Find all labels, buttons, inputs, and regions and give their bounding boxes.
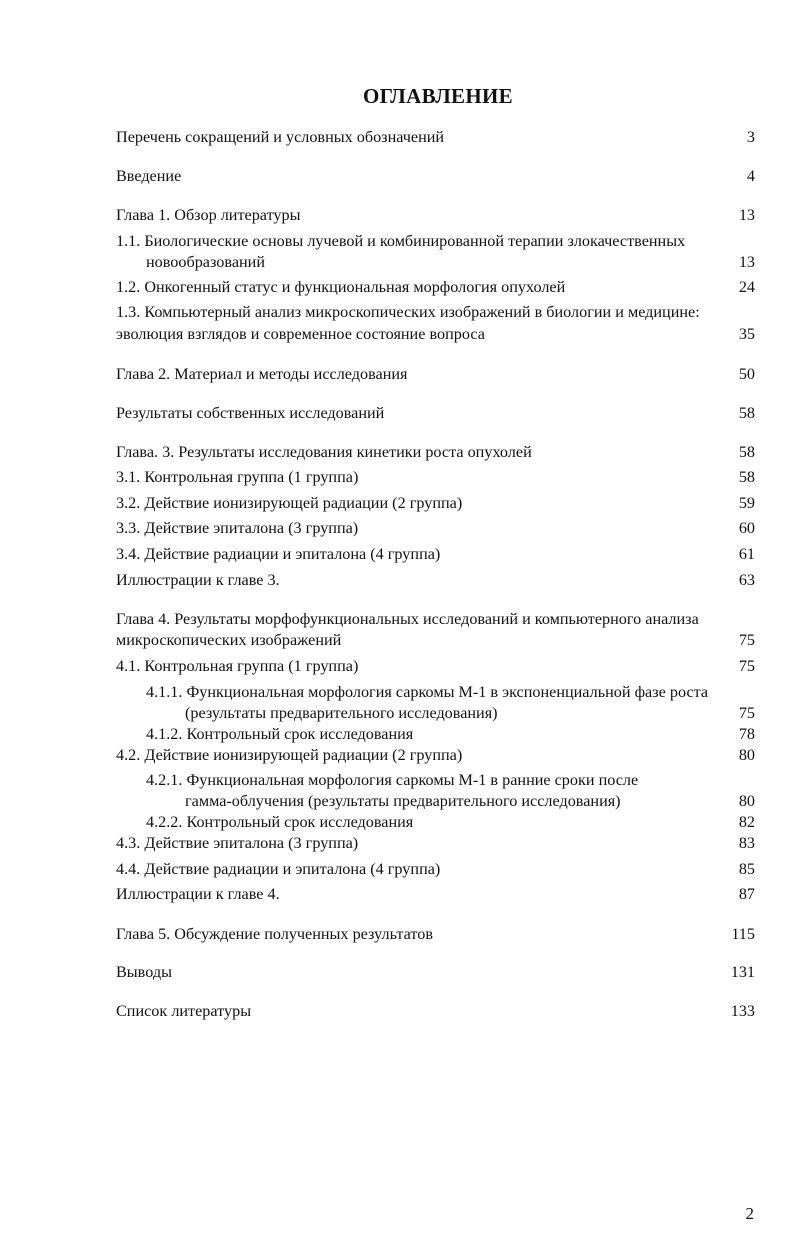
- toc-entry-title: Результаты собственных исследований: [116, 404, 385, 422]
- page-number: 2: [745, 1204, 754, 1223]
- toc-entry-page: 75: [738, 704, 755, 722]
- toc-entry-title: Список литературы: [116, 1002, 252, 1020]
- toc-entry-title-line-2: новообразований: [146, 253, 265, 271]
- toc-entry-title: 4.4. Действие радиации и эпиталона (4 группа): [116, 860, 441, 878]
- toc-entry-title: Введение: [116, 167, 182, 185]
- toc-entry-page: 4: [746, 167, 755, 185]
- toc-entry-page: 35: [738, 325, 755, 343]
- toc-entry-title-line-2: микроскопических изображений: [116, 631, 342, 649]
- toc-entry-title: Глава 1. Обзор литературы: [116, 206, 301, 224]
- toc-entry-page: 60: [738, 519, 755, 537]
- toc-entry-title: 4.1.2. Контрольный срок исследования: [146, 725, 414, 743]
- toc-entry-page: 82: [738, 813, 755, 831]
- toc-entry-title-line-2: эволюция взглядов и современное состояние вопроса: [116, 325, 485, 343]
- toc-entry-title-line-1: 4.2.1. Функциональная морфология саркомы М-1 в ранние сроки после: [146, 771, 639, 789]
- toc-entry-page: 61: [738, 545, 755, 563]
- toc-entry-title-line-1: 1.3. Компьютерный анализ микроскопических изображений в биологии и медицине:: [116, 303, 700, 321]
- toc-entry-page: 75: [738, 657, 755, 675]
- toc-entry-title: 4.2.2. Контрольный срок исследования: [146, 813, 414, 831]
- toc-entry-page: 75: [738, 631, 755, 649]
- toc-entry-title-line-2: гамма-облучения (результаты предварительного исследования): [185, 792, 621, 810]
- toc-entry-title: Глава 5. Обсуждение полученных результатов: [116, 925, 433, 943]
- page-title: ОГЛАВЛЕНИЕ: [363, 84, 513, 108]
- toc-entry-page: 85: [738, 860, 755, 878]
- toc-entry-title-line-1: 1.1. Биологические основы лучевой и комбинированной терапии злокачественных: [116, 232, 686, 250]
- toc-entry-page: 24: [738, 278, 755, 296]
- toc-entry-title-line-2: (результаты предварительного исследования): [185, 704, 498, 722]
- toc-entry-title-line-1: 4.1.1. Функциональная морфология саркомы М-1 в экспоненциальной фазе роста: [146, 683, 709, 701]
- toc-entry-page: 58: [738, 404, 755, 422]
- toc-entry-title: 3.3. Действие эпиталона (3 группа): [116, 519, 359, 537]
- toc-entry-title: Глава 2. Материал и методы исследования: [116, 365, 408, 383]
- toc-entry-title: 3.1. Контрольная группа (1 группа): [116, 468, 359, 486]
- toc-entry-title: 1.2. Онкогенный статус и функциональная морфология опухолей: [116, 278, 566, 296]
- toc-entry-title: 4.3. Действие эпиталона (3 группа): [116, 834, 359, 852]
- toc-entry-page: 59: [738, 494, 755, 512]
- toc-entry-page: 80: [738, 746, 755, 764]
- toc-entry-page: 83: [738, 834, 755, 852]
- toc-entry-title: 3.2. Действие ионизирующей радиации (2 группа): [116, 494, 463, 512]
- toc-entry-page: 87: [738, 885, 755, 903]
- toc-entry-title-line-1: Глава 4. Результаты морфофункциональных исследований и компьютерного анализа: [116, 610, 699, 628]
- toc-entry-page: 78: [738, 725, 755, 743]
- toc-entry-title: 4.2. Действие ионизирующей радиации (2 группа): [116, 746, 463, 764]
- toc-entry-title: Иллюстрации к главе 3.: [116, 571, 280, 589]
- toc-entry-title: Выводы: [116, 963, 172, 981]
- toc-entry-page: 58: [738, 443, 755, 461]
- toc-entry-page: 13: [738, 206, 755, 224]
- toc-entry-title: Перечень сокращений и условных обозначений: [116, 128, 445, 146]
- toc-entry-page: 58: [738, 468, 755, 486]
- toc-entry-page: 3: [746, 128, 755, 146]
- toc-entry-title: Глава. 3. Результаты исследования кинетики роста опухолей: [116, 443, 532, 461]
- toc-entry-page: 131: [730, 963, 755, 981]
- toc-entry-page: 133: [730, 1002, 755, 1020]
- toc-entry-page: 63: [738, 571, 755, 589]
- toc-entry-page: 115: [731, 925, 755, 943]
- toc-entry-page: 50: [738, 365, 755, 383]
- toc-entry-title: 3.4. Действие радиации и эпиталона (4 группа): [116, 545, 441, 563]
- toc-entry-page: 13: [738, 253, 755, 271]
- toc-entry-title: Иллюстрации к главе 4.: [116, 885, 280, 903]
- toc-entry-title: 4.1. Контрольная группа (1 группа): [116, 657, 359, 675]
- toc-entry-page: 80: [738, 792, 755, 810]
